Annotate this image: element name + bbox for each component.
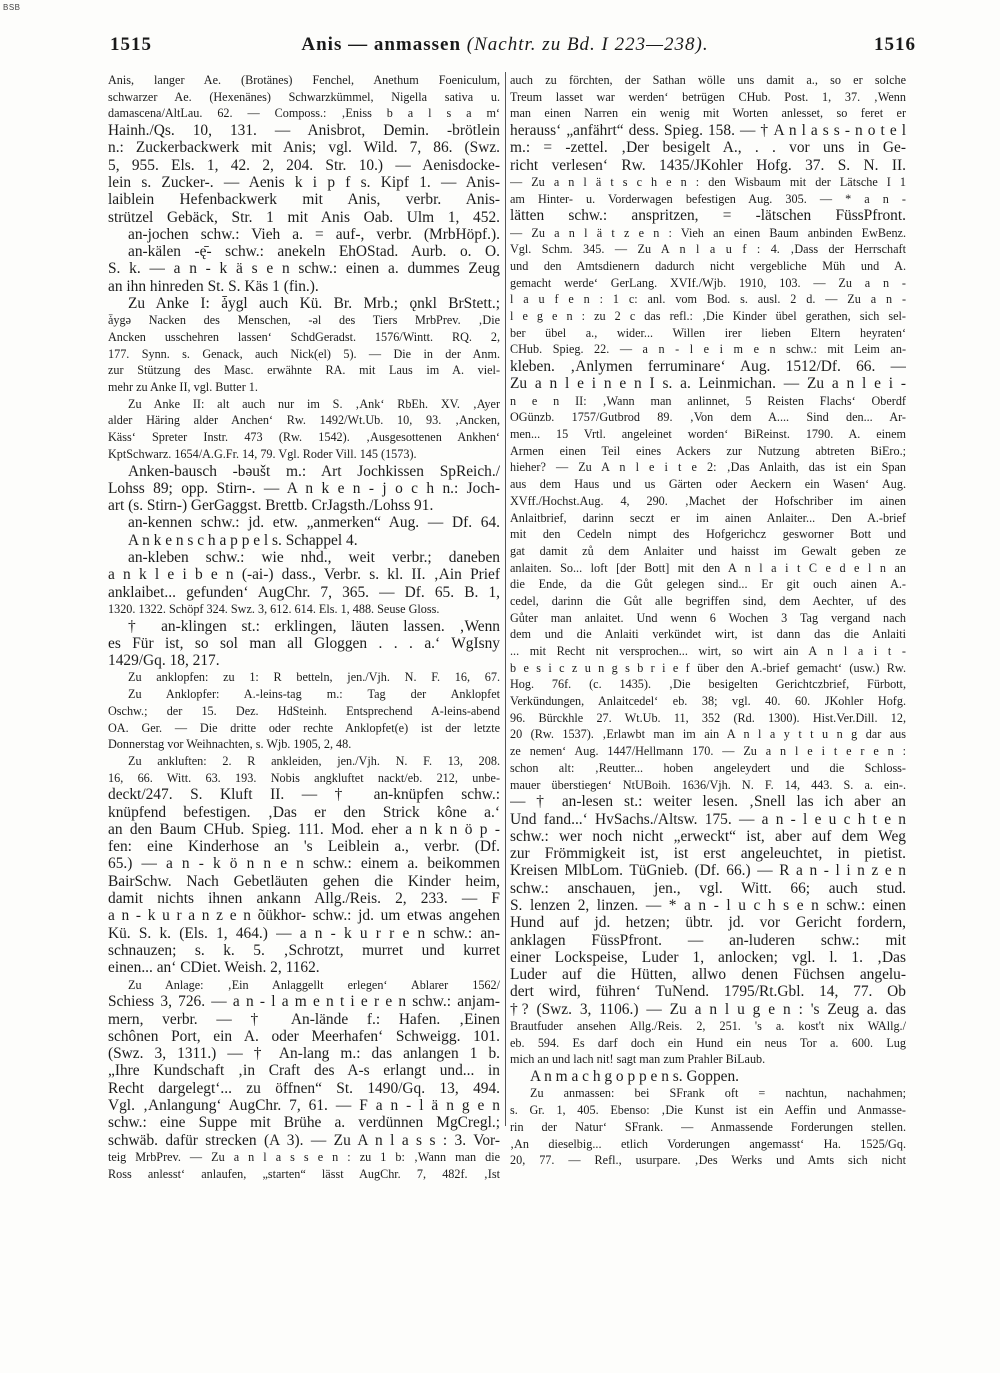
right-column-line: OGünzb. 1757/Gutbrod 89. ‚Von dem A.... Sind den... Ar- xyxy=(510,410,906,425)
right-column-line: am Hinter- u. Vorderwagen befestigen Aug. 305. — * a n - xyxy=(510,191,906,206)
right-column-line: — Zu a n l ä t z e n : Vieh an einen Baum anbinden EwBenz. xyxy=(510,225,906,240)
right-column-line: n e n II: ‚Wann man anlinnet, 5 Reisten Flachs‘ Oberdf xyxy=(510,393,906,408)
right-column-line: — Zu a n l ä t s c h e n : den Wisbaum mit der Lätsche I 1 xyxy=(510,174,906,189)
left-column-line: an ihn hinreden St. S. Käs 1 (fin.). xyxy=(108,277,319,295)
right-column-line: mauer überstiegen‘ NtUBoih. 1636/Vjh. N. F. 14, 443. S. a. ein-. xyxy=(510,777,906,792)
left-column-line: Lohss 89; opp. Stirn-. — A n k e n - j o c h n.: Joch- xyxy=(108,479,500,497)
left-column-line: Zu ankluften: 2. R ankleiden, jen./Vjh. N. F. 13, 208. xyxy=(128,753,500,768)
right-column-line: dem und die Anlaiti verkündet wirt, ist dann das die Anlaiti xyxy=(510,627,906,642)
left-column-line: Käss‘ Spreter Instr. 473 (Rw. 1542). ‚Ausgesottenen Ankhen‘ xyxy=(108,430,500,445)
left-column-line: teig MrbPrev. — Zu a n l a s s e n : zu 1 b: ‚Wann man die xyxy=(108,1149,500,1164)
left-column-line: Zu Anklopfer: A.-leins-tag m.: Tag der Anklopfet xyxy=(128,687,500,702)
header-note: (Nachtr. zu Bd. I 223—238). xyxy=(466,34,709,55)
left-column-line: Hainh./Qs. 10, 131. — Anisbrot, Demin. -brötlein xyxy=(108,122,500,140)
left-column-line: Anken-bausch -bəušt m.: Art Jochkissen SpReich./ xyxy=(128,462,500,480)
left-column-line: mehr zu Anke II, vgl. Butter 1. xyxy=(108,380,258,395)
left-column-line: deckt/247. S. Kluft II. — † an-knüpfen schw.: xyxy=(108,786,500,804)
right-column-line: kleben. ‚Anlymen ferruminare‘ Aug. 1512/Df. 66. — xyxy=(510,358,906,376)
left-column-line: knüpfend befestigen. ‚Das er den Strick kône a.‘ xyxy=(108,803,500,821)
right-column-line: auch zu förchten, der Sathan wölle uns damit a., so er solche xyxy=(510,73,906,87)
left-column-line: a n - k u r a n z e n õükhor- schw.: jd. um etwas angehen xyxy=(108,907,500,925)
left-column-line: schnauzen; s. k. 5. ‚Schrotzt, murret und kurret xyxy=(108,941,500,959)
left-column-line: mern, verbr. — † An-lände f.: Hafen. ‚Einen xyxy=(108,1010,500,1028)
right-column-line: XVff./Hochst.Aug. 4, 290. ‚Machet der Hofschriber im ainen xyxy=(510,493,906,508)
left-column-line: 5, 955. Els. 1, 42. 2, 204. Str. 10.) — Aenisdocke- xyxy=(108,156,500,174)
left-column-line: fen: eine Kinderhose an 's Leiblein a., verbr. (Df. xyxy=(108,838,500,856)
right-column-line: ... mit Recht nit versprochen... wirt, so wirt ain A n l a i t - xyxy=(510,644,906,659)
left-column-line: „Ihre Kundschaft ‚in Craft des A-s erlangt und... in xyxy=(108,1062,500,1080)
right-column-line: anklagen FüssPfront. — an-luderen schw.: mit xyxy=(510,931,906,949)
column-divider xyxy=(505,72,506,1126)
right-column-line: zur Frömmigkeit ist, ist erst angeleuchtet, in pietist. xyxy=(510,845,906,863)
left-column-line: alder Häring alder Anchen‘ Rw. 1492/Wt.Ub. 10, 93. ‚Ancken, xyxy=(108,413,500,428)
right-column-line: †? (Swz. 3, 1106.) — Zu a n l u g e n : 's Zeug a. das xyxy=(510,1000,906,1018)
right-column-line: und den Amtsdienern dadurch nicht vergebliche Müh und A. xyxy=(510,259,906,273)
library-stamp: BSB xyxy=(3,3,21,12)
left-column-line: schwäb. dafür strecken (A 3). — Zu A n l a s s : 3. Vor- xyxy=(108,1131,500,1149)
right-column-line: 96. Bürckhle 27. Wt.Ub. 11, 352 (Rd. 1300). Hist.Ver.Dill. 12, xyxy=(510,710,906,725)
left-column-line: an-kälen -ę̄- schw.: anekeln EhOStad. Aurb. o. O. xyxy=(128,243,500,261)
right-column-line: Armen einen Teil eines Ackers zur Nutzung abtreten BiEro.; xyxy=(510,443,906,458)
right-column-line: m.: = -zettel. ‚Der besigelt A., . . vor uns in Ge- xyxy=(510,139,906,157)
left-column-line: Anis, langer Ae. (Brotänes) Fenchel, Anethum Foeniculum, xyxy=(108,73,500,87)
right-column-line: aus dem Haus und us Gärten oder Aeckern ein Wasen‘ Aug. xyxy=(510,477,906,492)
right-column-line: gat damit zů dem Anlaiter und haisst im Gewalt geben ze xyxy=(510,543,906,558)
left-column-line: lein s. Zucker-. — Aenis k i p f s. Kipf 1. — Anis- xyxy=(108,173,500,191)
right-column-line: mich an und lach nit! sagt man zum Prahler BiLaub. xyxy=(510,1052,766,1067)
right-column-line: ‚An dieselbig... etlich Vorderungen angemasst‘ Ha. 1525/Gq. xyxy=(510,1136,906,1151)
right-column-line: cedel, darinn die Gůt alle begriffen sind, dem Aechter, uf des xyxy=(510,593,906,608)
left-column-line: einen... an‘ CDiet. Weish. 2, 1162. xyxy=(108,959,320,977)
right-column-line: b e s i c z u n g s b r i e f über den A.-brief gemacht‘ (usw.) Rw. xyxy=(510,660,906,675)
right-column-line: herauss‘ „anfährt“ dess. Spieg. 158. — † A n l a s s - n o t e l xyxy=(510,122,906,140)
right-column-line: lätten schw.: anspritzen, = -lätschen FüssPfront. xyxy=(510,207,906,225)
right-column-line: l a u f e n : 1 c: anl. vom Bod. s. ausl. 2 d. — Zu a n - xyxy=(510,292,906,307)
page-number-right: 1516 xyxy=(874,34,916,55)
right-column-line: S. lenzen 2, linzen. — * a n - l u c h s e n schw.: einen xyxy=(510,897,906,914)
left-column-line: Vgl. ‚Anlangung‘ AugChr. 7, 61. — F a n - l ä n g e n xyxy=(108,1097,500,1115)
left-column-line: anklaibet... gefunden‘ AugChr. 7, 365. — Df. 65. B. 1, xyxy=(108,583,500,601)
right-column-line: Anlaitbrief, darinn seczt er im ainen Anlaiter... Den A.-brief xyxy=(510,510,906,525)
right-column-line: CHub. Spieg. 22. — a n - l e i m e n schw.: mit Leim an- xyxy=(510,342,906,357)
left-column-line: strützel Gebäck, Str. 1 mit Anis Oab. Ulm 1, 452. xyxy=(108,208,500,226)
left-column-line: Schiess 3, 726. — a n - l a m e n t i e r e n schw.: anjam- xyxy=(108,993,500,1011)
left-column-line: Oschw.; der 15. Dez. HdSteinh. Entsprechend A-leins-abend xyxy=(108,703,500,718)
right-column-line: richt verlesen‘ Rw. 1435/JKohler Hofg. 37. S. N. II. xyxy=(510,156,906,174)
right-column-line: Zu a n l e i n e n I s. a. Leinmichan. — Zu a n l e i - xyxy=(510,375,906,393)
left-column-line: A n k e n s c h a p p e l s. Schappel 4. xyxy=(128,531,358,549)
right-column-line: Hund auf jd. hetzen; übtr. jd. vor Gericht fordern, xyxy=(510,914,906,932)
right-column xyxy=(510,72,906,1169)
right-column-line: — † an-lesen st.: weiter lesen. ‚Snell las ich aber an xyxy=(510,793,906,811)
left-column-line: schw.: eine Suppe mit Brühe a. verdünnen MgCregl.; xyxy=(108,1114,500,1132)
left-column-line: an den Baum CHub. Spieg. 111. Mod. eher a n k n ö p - xyxy=(108,820,500,838)
left-column-line: 1429/Gq. 18, 217. xyxy=(108,652,220,670)
right-column-line: men... 15 Vrtl. angeleinet worden‘ BiReinst. 1790. A. einem xyxy=(510,427,906,442)
left-column-line: Donnerstag vor Weihnachten, s. Wjb. 1905, 2, 48. xyxy=(108,737,352,752)
right-column-line: 20, 77. — Refl., usurpare. ‚Des Werks und Amts sich nicht xyxy=(510,1153,906,1168)
left-column xyxy=(108,72,500,1182)
left-column-line: an-kleben schw.: wie nhd., weit verbr.; daneben xyxy=(128,549,500,566)
left-column-line: Zu anklopfen: zu 1: R betteln, jen./Vjh. N. F. 16, 67. xyxy=(128,670,500,685)
left-column-line: laiblein Hefenbackwerk mit Anis, verbr. Anis- xyxy=(108,191,500,209)
left-column-line: S. k. — a n - k ä s e n schw.: einen a. dummes Zeug xyxy=(108,260,500,278)
left-column-line: (Swz. 3, 1311.) — † An-lang m.: das anlangen 1 b. xyxy=(108,1045,500,1063)
left-column-line: a n k l e i b e n (-ai-) dass., Verbr. s. kl. II. ‚Ain Prief xyxy=(108,566,500,584)
right-column-line: mit den Cedeln nimpt des Hofgerichcz gesworner Bott und xyxy=(510,527,906,542)
right-column-line: ber übel a., wider... Willen irer lieben Eltern heyraten‘ xyxy=(510,325,906,340)
right-column-line: Luder auf die Hütten, allwo denen Füchsen angelu- xyxy=(510,966,906,984)
right-column-line: einer Lockspeise, Luder 1, anlocken; vgl. l. 1. ‚Das xyxy=(510,948,906,966)
right-column-line: rin der Natur‘ SFrank. — Anmassende Forderungen stellen. xyxy=(510,1119,906,1134)
left-column-line: Recht dargelegt‘... zu öffnen“ St. 1490/Gq. 13, 494. xyxy=(108,1079,500,1097)
right-column-line: hieher? — Zu A n l e i t e 2: ‚Das Anlaith, das ist ein Span xyxy=(510,460,906,475)
right-column-line: anlaiten. So... loft [der Bott] mit den A n l a i t C e d e l n an xyxy=(510,560,906,575)
right-column-line: 20 (Rw. 1537). ‚Erlawbt man im ain A n l a y t t u n g dar aus xyxy=(510,727,906,742)
right-column-line: ze nemen‘ Aug. 1447/Hellmann 170. — Zu a n l e i t e r e n : xyxy=(510,744,906,759)
running-header xyxy=(260,34,750,56)
right-column-line: Zu anmassen: bei SFrank oft = nachtun, nachahmen; xyxy=(530,1086,906,1101)
left-column-line: ǡygə Nacken des Menschen, -əl des Tiers MrbPrev. ‚Die xyxy=(108,313,500,328)
left-column-line: 177. Synn. s. Genack, auch Nick(el) 5). — Die in der Anm. xyxy=(108,346,500,361)
left-column-line: 16, 66. Witt. 63. 193. Nobis angkluftet nackt/eb. 212, unbe- xyxy=(108,770,500,785)
right-column-line: Treum lasset war werden‘ betrügen CHub. Post. 1, 37. ‚Wenn xyxy=(510,89,906,104)
left-column-line: 1320. 1322. Schöpf 324. Swz. 3, 612. 614. Els. 1, 488. Seuse Gloss. xyxy=(108,601,440,616)
left-column-line: Ross anlesst‘ anlaufen, „starten“ lässt AugChr. 7, 482f. ‚Ist xyxy=(108,1166,500,1181)
left-column-line: Zu Anke I: ǡygl auch Kü. Br. Mrb.; ǫnkl BrStett.; xyxy=(128,295,500,313)
right-column-line: schon alt: ‚Reutter... hoben angeleydert und die Schloss- xyxy=(510,760,906,775)
right-column-line: man einen Narren ein wenig mit Worten anlesset, so feret er xyxy=(510,106,906,121)
left-column-line: zur Stützung des Masc. erwähnte RA. mit Laus im A. viel- xyxy=(108,363,500,378)
left-column-line: damascena/AltLau. 62. — Composs.: ‚Eniss b a l s a m‘ xyxy=(108,106,500,121)
right-column-line: Vgl. Schm. 345. — Zu A n l a u f : 4. ‚Dass der Herrschaft xyxy=(510,242,906,257)
right-column-line: schw.: anschauen, jen., vgl. Witt. 66; auch stud. xyxy=(510,879,906,897)
right-column-line: die Ende, da die Gůt gelegen sind... Er git ouch ainen A.- xyxy=(510,577,906,592)
right-column-line: Verkündungen, Anlaitcedel‘ eb. 38; vgl. 40. 60. JKohler Hofg. xyxy=(510,694,906,709)
right-column-line: gemacht werde‘ GerLang. XVIf./Wjb. 1910, 103. — Zu a n - xyxy=(510,275,906,290)
right-column-line: l e g e n : zu 2 c das refl.: ‚Die Kinder übel gerathen, sich sel- xyxy=(510,309,906,324)
left-column-line: an-kennen schw.: jd. etw. „anmerken“ Aug. — Df. 64. xyxy=(128,514,500,532)
left-column-line: damit nichts ihnen ankann Allg./Reis. 2, 233. — F xyxy=(108,890,500,908)
left-column-line: OA. Ger. — Die dritte oder rechte Anklopfet(e) ist der letzte xyxy=(108,720,500,735)
left-column-line: BairSchw. Nach Gebetläuten gehen die Kinder heim, xyxy=(108,872,500,890)
left-column-line: es Für ist, so sol man all Gloggen . . . a.‘ WgIsny xyxy=(108,634,500,652)
left-column-line: an-jochen schw.: Vieh a. = auf-, verbr. (MrbHöpf.). xyxy=(128,225,500,243)
left-column-line: † an-klingen st.: erklingen, läuten lassen. ‚Wenn xyxy=(128,617,500,635)
right-column-line: eb. 594. Es darf doch ein Hund ein neus Tor a. 600. Lug xyxy=(510,1035,906,1050)
left-column-line: KptSchwarz. 1654/A.G.Fr. 14, 79. Vgl. Roder Vill. 145 (1573). xyxy=(108,446,417,461)
left-column-line: schônen Port, ein A. oder Meerhafen‘ Schweigg. 101. xyxy=(108,1027,500,1045)
right-column-line: schw.: wer noch nicht „erweckt“ ist, aber auf dem Weg xyxy=(510,827,906,845)
left-column-line: n.: Zuckerbackwerk mit Anis; vgl. Wild. 7, 86. (Swz. xyxy=(108,139,500,157)
left-column-line: art (s. Stirn-) GerGaggst. Brettb. CrJagsth./Lohss 91. xyxy=(108,497,434,515)
header-title: Anis — anmassen xyxy=(301,34,462,55)
right-column-line: dert wird, führen‘ TuNend. 1795/Rt.Gbl. 14, 77. Ob xyxy=(510,983,906,1001)
right-column-line: Kreisen MlbLom. TüGnieb. (Df. 66.) — R a n - l i n z e n xyxy=(510,862,906,880)
right-column-line: s. Gr. 1, 405. Ebenso: ‚Die Kunst ist ein Aeffin und Anmasse- xyxy=(510,1103,906,1118)
left-column-line: Zu Anke II: alt auch nur im S. ‚Ank‘ RbEh. XV. ‚Ayer xyxy=(128,396,500,411)
right-column-line: Brautfuder ansehen Allg./Reis. 2, 251. 's a. kost't nix WAllg./ xyxy=(510,1019,906,1034)
right-column-line: Hog. 76f. (c. 1435). ‚Die besigelten Gerichtczbrief, Fürbott, xyxy=(510,677,906,692)
left-column-line: 65.) — a n - k ö n n e n schw.: einem a. beikommen xyxy=(108,855,500,873)
left-column-line: schwarzer Ae. (Hexenänes) Schwarzkümmel, Nigella sativa u. xyxy=(108,89,500,104)
right-column-line: Gůter man anlaitet. Und wenn 6 Wochen 3 Tag vergand nach xyxy=(510,610,906,625)
right-column-line: A n m a c h g o p p e n s. Goppen. xyxy=(530,1068,740,1086)
left-column-line: Ancken usschehren lassen‘ SchdGeradst. 1576/Wintt. RQ. 2, xyxy=(108,330,500,345)
left-column-line: Kü. S. k. (Els. 1, 464.) — a n - k u r r e n schw.: an- xyxy=(108,924,500,942)
left-column-line: Zu Anlage: ‚Ein Anlaggellt erlegen‘ Ablarer 1562/ xyxy=(128,977,500,992)
page-number-left: 1515 xyxy=(110,34,152,55)
right-column-line: Und fand...‘ HvSachs./Altsw. 175. — a n - l e u c h t e n xyxy=(510,810,906,828)
